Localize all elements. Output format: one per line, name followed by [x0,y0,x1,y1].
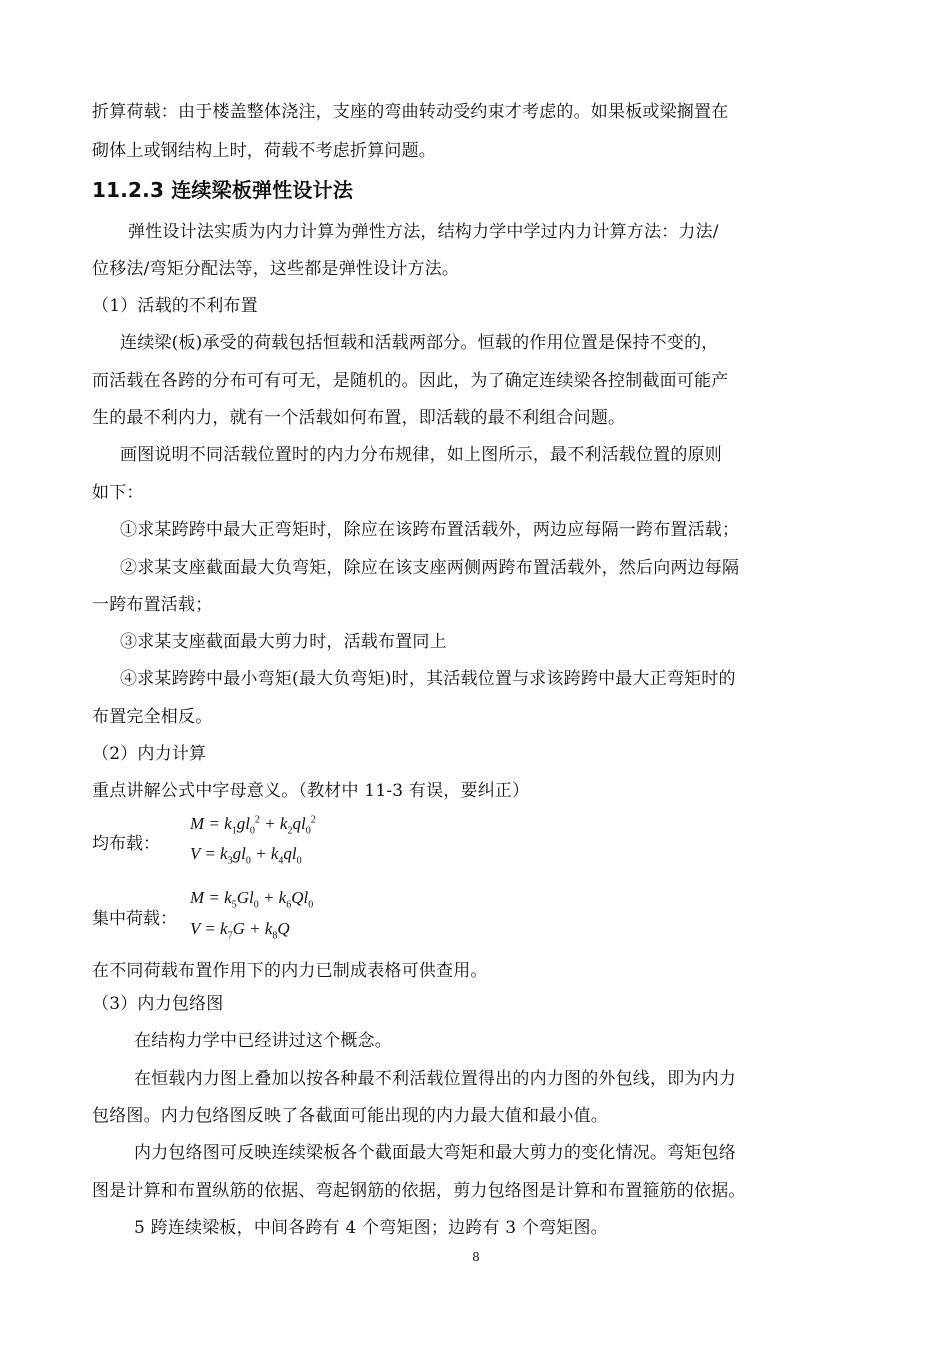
text-line: 连续梁(板)承受的荷载包括恒载和活载两部分。恒载的作用位置是保持不变的， [120,333,719,353]
text-line: 在结构力学中已经讲过这个概念。 [134,1031,392,1051]
text-line: 重点讲解公式中字母意义。（教材中 11-3 有误，要纠正） [92,781,530,801]
rule-item-1: ①求某跨跨中最大正弯矩时，除应在该跨布置活载外，两边应每隔一跨布置活载； [120,520,740,540]
text-line: 在恒载内力图上叠加以按各种最不利活载位置得出的内力图的外包线，即为内力 [134,1069,736,1089]
subsection-title: （2）内力计算 [92,744,207,764]
text-line: 图是计算和布置纵筋的依据、弯起钢筋的依据，剪力包络图是计算和布置箍筋的依据。 [92,1181,746,1201]
formula-label: 均布载： [92,834,160,854]
text-line: 而活载在各跨的分布可有可无，是随机的。因此，为了确定连续梁各控制截面可能产 [92,371,729,391]
text-line: 内力包络图可反映连续梁板各个截面最大弯矩和最大剪力的变化情况。弯矩包络 [134,1143,736,1163]
shear-equation: $V = k_3gl_0 + k_4ql_0$ [190,844,302,867]
text-line: 折算荷载：由于楼盖整体浇注，支座的弯曲转动受约束才考虑的。如果板或梁搁置在 [92,102,729,122]
page-number: 8 [472,1250,480,1264]
subsection-title: （3）内力包络图 [92,994,224,1014]
text-line: 包络图。内力包络图反映了各截面可能出现的内力最大值和最小值。 [92,1106,608,1126]
rule-item-2: ②求某支座截面最大负弯矩，除应在该支座两侧两跨布置活载外，然后向两边每隔 [120,558,740,578]
text-line: 布置完全相反。 [92,707,213,727]
shear-equation: $V = k_7G + k_8Q$ [190,919,290,942]
text-line: 在不同荷载布置作用下的内力已制成表格可供查用。 [92,961,488,981]
moment-equation: $M = k_5Gl_0 + k_6Ql_0$ [190,888,314,911]
formula-label: 集中荷载： [92,909,177,929]
text-line: 生的最不利内力，就有一个活载如何布置，即活载的最不利组合问题。 [92,408,626,428]
rule-item-4: ④求某跨跨中最小弯矩(最大负弯矩)时，其活载位置与求该跨跨中最大正弯矩时的 [120,669,736,689]
moment-equation: $M = k_1gl_0^2 + k_2ql_0^2$ [190,814,316,837]
subsection-title: （1）活载的不利布置 [92,296,258,316]
text-line: 位移法/弯矩分配法等，这些都是弹性设计方法。 [92,259,460,279]
section-heading: 11.2.3 连续梁板弹性设计法 [92,178,354,202]
rule-item-3: ③求某支座截面最大剪力时，活载布置同上 [120,632,447,652]
text-line: 一跨布置活载； [92,595,213,615]
text-line: 砌体上或钢结构上时，荷载不考虑折算问题。 [92,141,436,161]
text-line: 如下： [92,483,144,503]
text-line: 5 跨连续梁板，中间各跨有 4 个弯矩图；边跨有 3 个弯矩图。 [134,1218,608,1238]
text-line: 画图说明不同活载位置时的内力分布规律，如上图所示，最不利活载位置的原则 [120,445,722,465]
text-line: 弹性设计法实质为内力计算为弹性方法，结构力学中学过内力计算方法：力法/ [128,222,719,242]
